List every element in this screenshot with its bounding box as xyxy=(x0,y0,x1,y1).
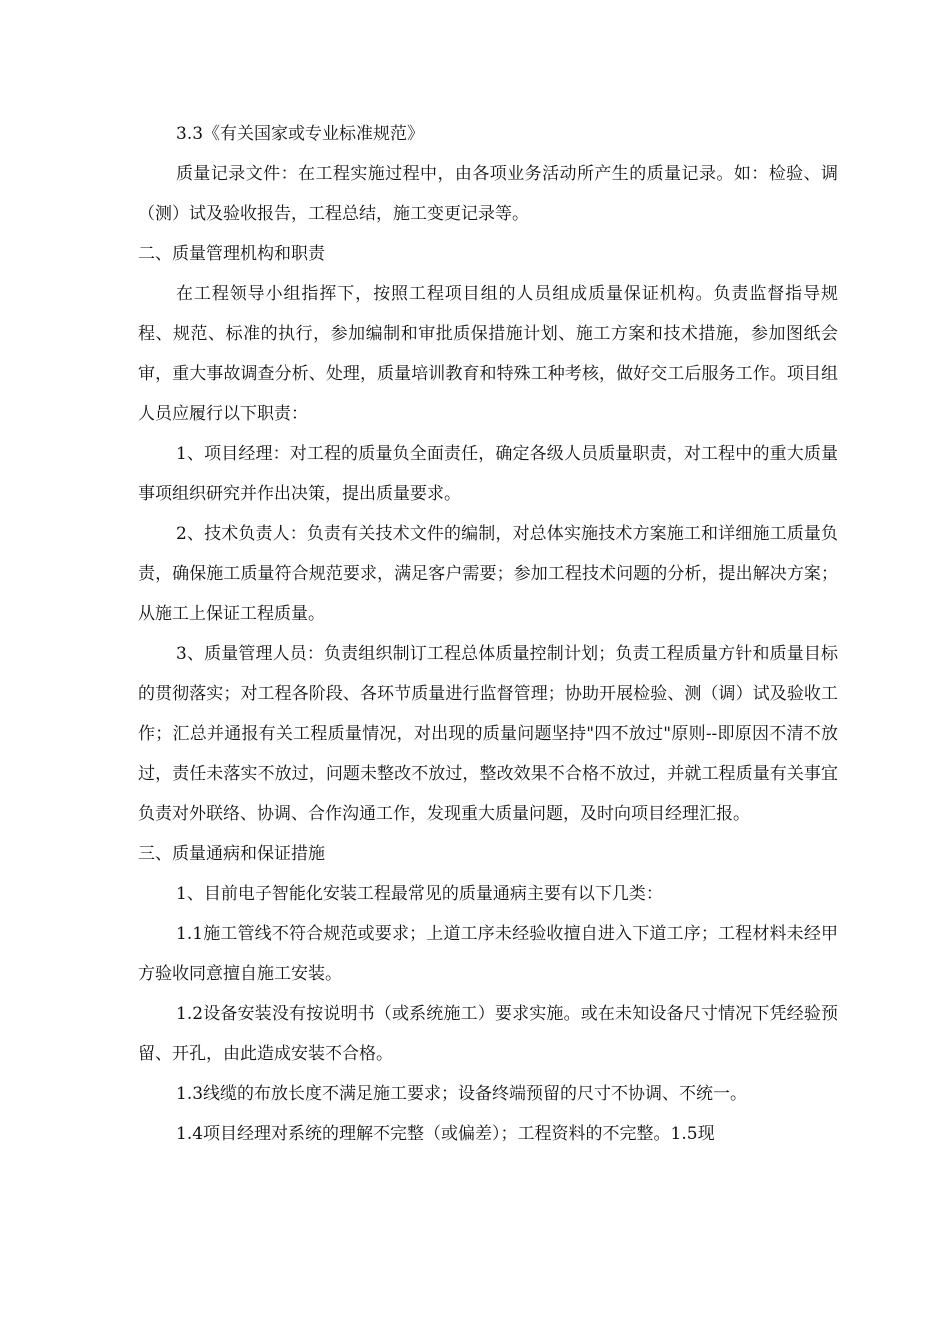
list-item-1-3: 1.3线缆的布放长度不满足施工要求；设备终端预留的尺寸不协调、不统一。 xyxy=(176,1084,748,1104)
list-item-1-1: 1.1施工管线不符合规范或要求；上道工序未经验收擅自进入下道工序；工程材料未经甲方验收同意擅自施工安装。 xyxy=(138,924,838,984)
paragraph-defects-intro: 1、目前电子智能化安装工程最常见的质量通病主要有以下几类： xyxy=(176,884,663,904)
paragraph-project-manager: 1、项目经理：对工程的质量负全面责任，确定各级人员质量职责，对工程中的重大质量事项组织研究并作出决策，提出质量要求。 xyxy=(138,444,838,504)
section-heading-organization: 二、质量管理机构和职责 xyxy=(138,244,325,264)
paragraph-technical-lead: 2、技术负责人：负责有关技术文件的编制，对总体实施技术方案施工和详细施工质量负责，确保施工质量符合规范要求，满足客户需要；参加工程技术问题的分析，提出解决方案；从施工上保证工程质量。 xyxy=(138,524,838,624)
section-heading-common-defects: 三、质量通病和保证措施 xyxy=(138,844,325,864)
paragraph-standards-reference: 3.3《有关国家或专业标准规范》 xyxy=(176,124,425,144)
paragraph-organization-intro: 在工程领导小组指挥下，按照工程项目组的人员组成质量保证机构。负责监督指导规程、规范、标准的执行，参加编制和审批质保措施计划、施工方案和技术措施，参加图纸会审，重大事故调查分析、处理，质量培训教育和特殊工种考核，做好交工后服务工作。项目组人员应履行以下职责： xyxy=(138,284,838,424)
list-item-1-4: 1.4项目经理对系统的理解不完整（或偏差）；工程资料的不完整。1.5现 xyxy=(176,1124,715,1144)
paragraph-quality-records: 质量记录文件：在工程实施过程中，由各项业务活动所产生的质量记录。如：检验、调（测）试及验收报告，工程总结，施工变更记录等。 xyxy=(138,164,838,224)
document-body xyxy=(138,114,838,1154)
list-item-1-2: 1.2设备安装没有按说明书（或系统施工）要求实施。或在未知设备尺寸情况下凭经验预留、开孔，由此造成安装不合格。 xyxy=(138,1004,838,1064)
paragraph-quality-staff: 3、质量管理人员：负责组织制订工程总体质量控制计划；负责工程质量方针和质量目标的贯彻落实；对工程各阶段、各环节质量进行监督管理；协助开展检验、测（调）试及验收工作；汇总并通报有关工程质量情况，对出现的质量问题坚持"四不放过"原则--即原因不清不放过，责任未落实不放过，问题未整改不放过，整改效果不合格不放过，并就工程质量有关事宜负责对外联络、协调、合作沟通工作，发现重大质量问题，及时向项目经理汇报。 xyxy=(138,644,838,824)
